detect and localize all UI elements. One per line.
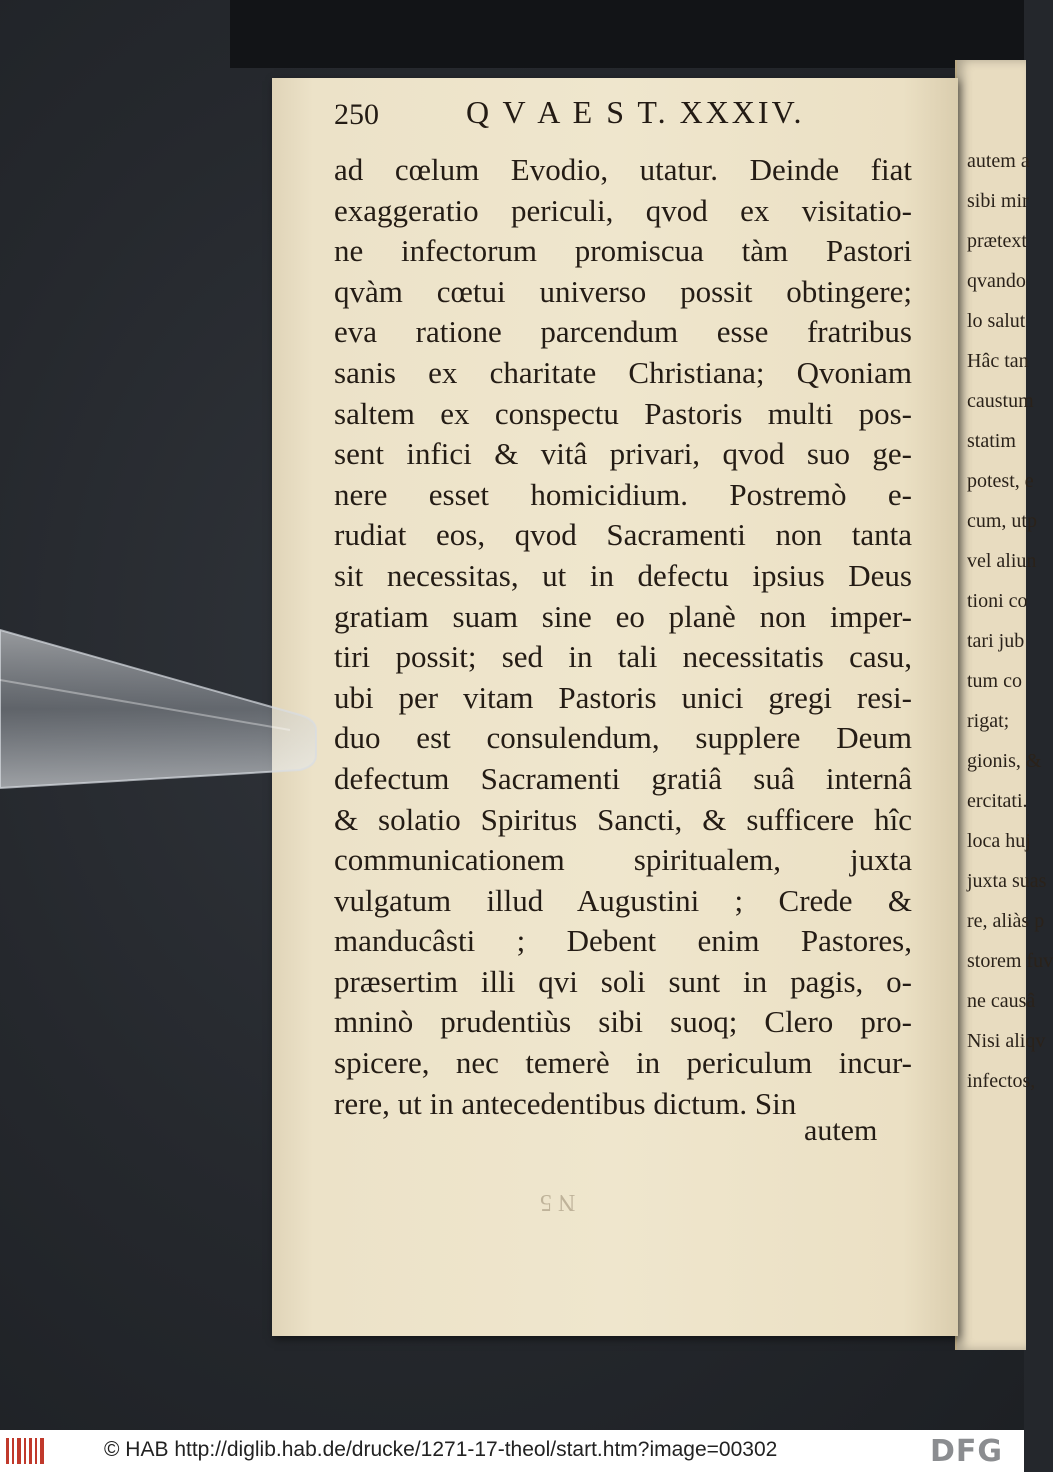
facing-page-fragment: sibi mir — [967, 190, 1029, 212]
running-head: Q V A E S T. XXXIV. — [466, 94, 805, 130]
text-line: ne infectorum promiscua tàm Pastori — [334, 233, 912, 269]
text-line: communicationem spiritualem, juxta — [334, 842, 912, 878]
text-line: & solatio Spiritus Sancti, & sufficere hîc — [334, 801, 912, 837]
text-line: rudiat eos, qvod Sacramenti non tanta — [334, 517, 912, 553]
bleed-through-text: N 5 — [540, 1189, 576, 1215]
facing-page-fragment: caustum — [967, 390, 1034, 412]
dfg-logo: DFG — [930, 1434, 1004, 1469]
footer-bar — [0, 1430, 1024, 1472]
text-line: sanis ex charitate Christiana; Qvoniam — [334, 354, 912, 390]
text-line: defectum Sacramenti gratiâ suâ internâ — [334, 760, 912, 796]
facing-page-fragment: storem fuv — [967, 950, 1053, 972]
text-line: mninò prudentiùs sibi suoq; Clero pro- — [334, 1004, 912, 1040]
facing-page-fragment: re, aliàs p — [967, 910, 1045, 932]
text-line: ubi per vitam Pastoris unici gregi resi- — [334, 679, 912, 715]
facing-page-fragment: rigat; — [967, 710, 1010, 732]
text-line: rere, ut in antecedentibus dictum. Sin — [334, 1085, 797, 1121]
text-line: duo est consulendum, supplere Deum — [334, 720, 912, 756]
facing-page-fragment: infectos, — [967, 1070, 1036, 1092]
text-line: sent infici & vitâ privari, qvod suo ge- — [334, 436, 912, 472]
text-line: tiri possit; sed in tali necessitatis casu, — [334, 639, 912, 675]
text-line: spicere, nec temerè in periculum incur- — [334, 1045, 912, 1081]
text-line: præsertim illi qvi soli sunt in pagis, o- — [334, 963, 912, 999]
text-line: vulgatum illud Augustini ; Crede & — [334, 882, 912, 918]
text-line: qvàm cœtui universo possit obtingere; — [334, 273, 912, 309]
facing-page-fragment: cum, utp — [967, 510, 1037, 532]
page-header — [334, 92, 894, 142]
facing-page-fragment: gionis, & — [967, 750, 1042, 772]
page-body-text — [334, 150, 912, 1124]
facing-page-fragment: lo salut — [967, 310, 1026, 332]
facing-page-fragment: prætext — [967, 230, 1027, 252]
facing-page-fragment: qvando — [967, 270, 1026, 292]
dark-backdrop-top — [230, 0, 1024, 68]
facing-page-fragment: Hâc tan — [967, 350, 1029, 372]
text-line: eva ratione parcendum esse fratribus — [334, 314, 912, 350]
text-line: exaggeratio periculi, qvod ex visitatio- — [334, 192, 912, 228]
text-line: nere esset homicidium. Postremò e- — [334, 476, 912, 512]
facing-page-fragment: vel aliun — [967, 550, 1037, 572]
facing-page-fragment: autem a — [967, 150, 1030, 172]
acrylic-page-holder — [0, 620, 320, 820]
facing-page-fragment: tioni co — [967, 590, 1028, 612]
text-line: manducâsti ; Debent enim Pastores, — [334, 923, 912, 959]
page-number: 250 — [334, 98, 379, 131]
text-line: sit necessitas, ut in defectu ipsius Deus — [334, 557, 912, 593]
facing-page-fragment: loca huj — [967, 830, 1031, 852]
facing-page-fragment: juxta suas — [967, 870, 1047, 892]
barcode-icon — [6, 1438, 46, 1464]
facing-page-fragment: statim — [967, 430, 1016, 452]
facing-page-fragment: ne causâ — [967, 990, 1036, 1012]
facing-page-fragment: tari jub — [967, 630, 1025, 652]
text-line: gratiam suam sine eo planè non imper- — [334, 598, 912, 634]
text-line: ad cœlum Evodio, utatur. Deinde fiat — [334, 152, 912, 187]
facing-page — [955, 60, 1053, 1350]
facing-page-fragment: potest, e — [967, 470, 1034, 492]
catchword: autem — [804, 1114, 878, 1147]
text-line: saltem ex conspectu Pastoris multi pos- — [334, 395, 912, 431]
facing-page-fragment: ercitati. — [967, 790, 1028, 812]
facing-page-fragment: Nisi aliqv — [967, 1030, 1046, 1052]
copyright-url[interactable]: © HAB http://diglib.hab.de/drucke/1271-17-theol/start.htm?image=00302 — [104, 1438, 778, 1461]
facing-page-fragment: tum co — [967, 670, 1022, 692]
